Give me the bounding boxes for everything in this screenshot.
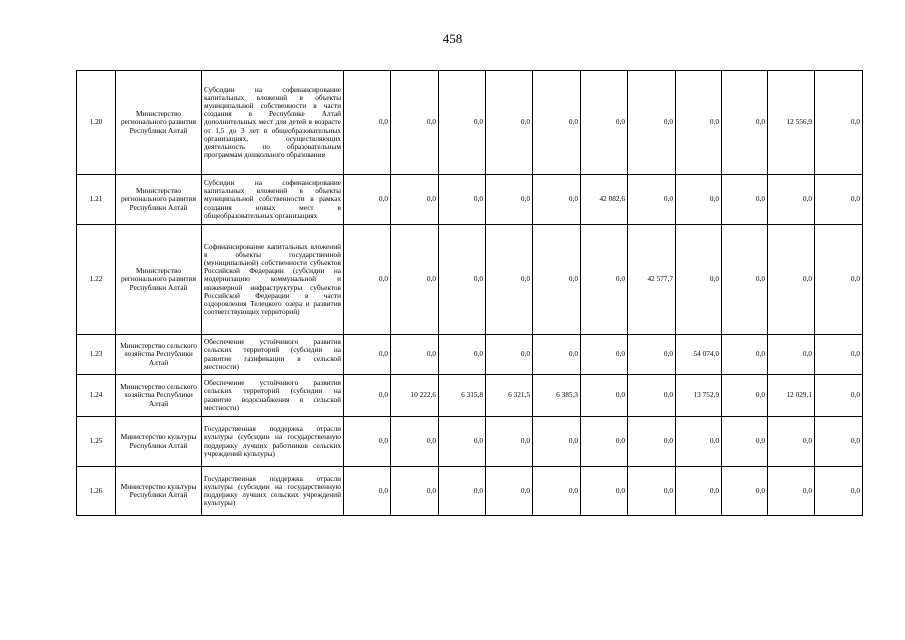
value-cell: 0,0 — [344, 417, 391, 467]
row-number: 1.21 — [77, 175, 116, 225]
row-number: 1.26 — [77, 467, 116, 516]
value-cell: 6 315,8 — [439, 375, 486, 417]
table-row — [77, 175, 863, 225]
value-cell: 0,0 — [815, 225, 863, 335]
description-cell: Государственная поддержка отрасли культуры (субсидии на государственную поддержку лучших работников сельских учреждений культуры) — [202, 417, 344, 467]
value-cell: 6 385,3 — [533, 375, 581, 417]
value-cell: 0,0 — [344, 225, 391, 335]
value-cell: 0,0 — [676, 71, 722, 175]
table-row — [77, 417, 863, 467]
value-cell: 0,0 — [676, 417, 722, 467]
value-cell: 0,0 — [581, 417, 628, 467]
value-cell: 0,0 — [815, 375, 863, 417]
value-cell: 0,0 — [722, 225, 768, 335]
executor-cell: Министерство регионального развития Республики Алтай — [116, 225, 202, 335]
row-number: 1.25 — [77, 417, 116, 467]
executor-cell: Министерство регионального развития Республики Алтай — [116, 175, 202, 225]
value-cell: 0,0 — [815, 71, 863, 175]
value-cell: 0,0 — [533, 417, 581, 467]
executor-cell: Министерство культуры Республики Алтай — [116, 417, 202, 467]
value-cell: 54 074,0 — [676, 335, 722, 375]
description-cell: Субсидии на софинансирование капитальных вложений в объекты муниципальной собственности в части создания в Республике Алтай дополнительных мест для детей в возрасте от 1,5 до 3 лет в общеобразовательных организациях, осуществляющих деятельность по образовательным программам дошкольного образования — [202, 71, 344, 175]
value-cell: 0,0 — [486, 335, 533, 375]
value-cell: 0,0 — [344, 375, 391, 417]
value-cell: 0,0 — [815, 175, 863, 225]
value-cell: 0,0 — [391, 71, 439, 175]
row-number: 1.22 — [77, 225, 116, 335]
value-cell: 42 082,6 — [581, 175, 628, 225]
value-cell: 0,0 — [391, 175, 439, 225]
value-cell: 0,0 — [439, 71, 486, 175]
value-cell: 0,0 — [439, 175, 486, 225]
value-cell: 0,0 — [722, 467, 768, 516]
row-number: 1.24 — [77, 375, 116, 417]
executor-cell: Министерство сельского хозяйства Республики Алтай — [116, 375, 202, 417]
page-number: 458 — [442, 31, 463, 46]
table-row — [77, 335, 863, 375]
table-row — [77, 225, 863, 335]
value-cell: 0,0 — [628, 335, 676, 375]
value-cell: 0,0 — [722, 375, 768, 417]
value-cell: 10 222,6 — [391, 375, 439, 417]
value-cell: 0,0 — [676, 225, 722, 335]
value-cell: 0,0 — [628, 417, 676, 467]
value-cell: 0,0 — [344, 335, 391, 375]
value-cell: 0,0 — [581, 375, 628, 417]
executor-cell: Министерство сельского хозяйства Республики Алтай — [116, 335, 202, 375]
value-cell: 0,0 — [768, 175, 815, 225]
value-cell: 0,0 — [391, 417, 439, 467]
value-cell: 0,0 — [439, 417, 486, 467]
value-cell: 0,0 — [486, 225, 533, 335]
value-cell: 0,0 — [533, 335, 581, 375]
value-cell: 0,0 — [533, 175, 581, 225]
value-cell: 0,0 — [439, 225, 486, 335]
value-cell: 0,0 — [722, 335, 768, 375]
value-cell: 0,0 — [768, 335, 815, 375]
value-cell: 0,0 — [391, 335, 439, 375]
value-cell: 0,0 — [815, 417, 863, 467]
value-cell: 0,0 — [628, 175, 676, 225]
value-cell: 0,0 — [439, 467, 486, 516]
value-cell: 0,0 — [815, 467, 863, 516]
value-cell: 0,0 — [628, 71, 676, 175]
value-cell: 0,0 — [533, 467, 581, 516]
value-cell: 12 556,9 — [768, 71, 815, 175]
description-cell: Софинансирование капитальных вложений в объекты государственной (муниципальной) собственности субъектов Российской Федерации (субсидии на модернизацию коммунальной и инженерной инфраструктуры субъектов Российской Федерации в части оздоровления Телецкого озера и развития соответствующих территорий) — [202, 225, 344, 335]
value-cell: 13 752,9 — [676, 375, 722, 417]
table-row — [77, 375, 863, 417]
value-cell: 0,0 — [628, 375, 676, 417]
value-cell: 0,0 — [628, 467, 676, 516]
value-cell: 0,0 — [581, 467, 628, 516]
value-cell: 0,0 — [486, 175, 533, 225]
executor-cell: Министерство культуры Республики Алтай — [116, 467, 202, 516]
value-cell: 0,0 — [533, 71, 581, 175]
value-cell: 0,0 — [676, 467, 722, 516]
executor-cell: Министерство регионального развития Республики Алтай — [116, 71, 202, 175]
value-cell: 0,0 — [533, 225, 581, 335]
subsidies-table — [76, 70, 863, 516]
value-cell: 0,0 — [768, 417, 815, 467]
value-cell: 0,0 — [391, 225, 439, 335]
description-cell: Обеспечение устойчивого развития сельских территорий (субсидии на развитие газификации в сельской местности) — [202, 335, 344, 375]
value-cell: 0,0 — [722, 175, 768, 225]
table-body — [77, 71, 863, 516]
table-row — [77, 71, 863, 175]
value-cell: 0,0 — [486, 71, 533, 175]
value-cell: 0,0 — [768, 225, 815, 335]
value-cell: 0,0 — [344, 71, 391, 175]
value-cell: 0,0 — [486, 467, 533, 516]
description-cell: Государственная поддержка отрасли культуры (субсидии на государственную поддержку лучших сельских учреждений культуры) — [202, 467, 344, 516]
value-cell: 12 029,1 — [768, 375, 815, 417]
value-cell: 0,0 — [722, 71, 768, 175]
value-cell: 0,0 — [581, 71, 628, 175]
value-cell: 0,0 — [486, 417, 533, 467]
value-cell: 0,0 — [581, 225, 628, 335]
value-cell: 0,0 — [581, 335, 628, 375]
description-cell: Субсидии на софинансирование капитальных вложений в объекты муниципальной собственности в рамках создания новых мест в общеобразовательных организациях — [202, 175, 344, 225]
row-number: 1.20 — [77, 71, 116, 175]
description-cell: Обеспечение устойчивого развития сельских территорий (субсидии на развитие водоснабжения в сельской местности) — [202, 375, 344, 417]
table-row — [77, 467, 863, 516]
value-cell: 0,0 — [344, 175, 391, 225]
value-cell: 0,0 — [722, 417, 768, 467]
value-cell: 0,0 — [439, 335, 486, 375]
value-cell: 0,0 — [815, 335, 863, 375]
value-cell: 42 577,7 — [628, 225, 676, 335]
row-number: 1.23 — [77, 335, 116, 375]
value-cell: 6 321,5 — [486, 375, 533, 417]
value-cell: 0,0 — [768, 467, 815, 516]
value-cell: 0,0 — [391, 467, 439, 516]
value-cell: 0,0 — [344, 467, 391, 516]
value-cell: 0,0 — [676, 175, 722, 225]
